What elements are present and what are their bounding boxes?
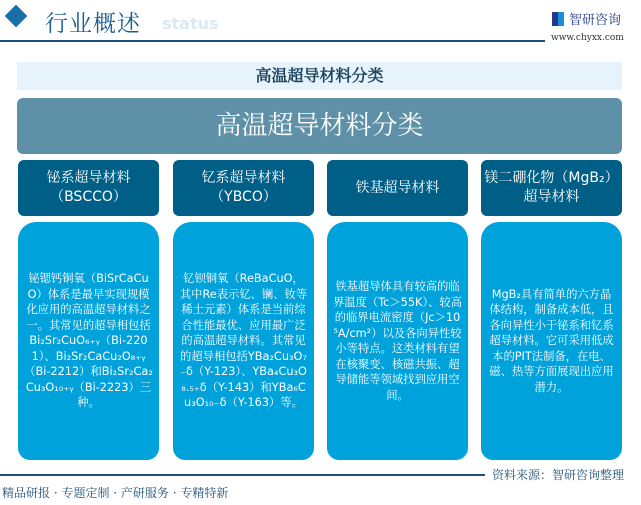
header-divider — [0, 40, 545, 42]
logo-icon — [552, 12, 564, 26]
category-ybco: 钇系超导材料 （YBCO） — [173, 160, 314, 216]
card-text: 铁基超导体具有较高的临界温度（Tc＞55K）、较高的临界电流密度（Jc＞10⁵A/cm²）以及各向异性较小等特点。这类材料有望在核聚变、核磁共振、超导储能等领域找到应用空间。 — [333, 280, 462, 402]
page-title: 行业概述 — [45, 11, 141, 37]
logo-name: 智研咨询 — [569, 13, 622, 28]
card-text: 铋锶钙铜氧（BiSrCaCuO）体系是最早实现规模化应用的高温超导材料之一。其常见的超导相包括Bi₂Sr₂CuO₆₊ᵧ（Bi-2201）、Bi₂Sr₂CaCu₂O₈₊ᵧ（Bi-2212）和Bi₂Sr₂Ca₂Cu₃O₁₀₊ᵧ（Bi-2223）三种。 — [24, 272, 153, 410]
category-bscco: 铋系超导材料 （BSCCO） — [18, 160, 159, 216]
footer-divider — [0, 474, 485, 476]
main-category-box: 高温超导材料分类 — [17, 98, 622, 154]
header-watermark: status — [162, 14, 219, 33]
card-iron-based — [327, 222, 468, 460]
diamond-icon — [5, 5, 28, 28]
card-ybco — [173, 222, 314, 460]
logo-url: www.chyxx.com — [551, 33, 624, 43]
category-iron-based: 铁基超导材料 — [327, 160, 468, 216]
card-bscco — [18, 222, 159, 460]
section-title: 高温超导材料分类 — [17, 62, 622, 90]
card-text: MgB₂具有简单的六方晶体结构，制备成本低，且各向异性小于铋系和钇系超导材料。它可采用低成本的PIT法制备，在电、磁、热等方面展现出应用潜力。 — [489, 287, 614, 394]
logo — [552, 9, 621, 28]
card-text: 钇钡铜氧（ReBaCuO，其中Re表示钇、镧、钕等稀土元素）体系是当前综合性能最优、应用最广泛的高温超导材料。其常见的超导相包括YBa₂Cu₃O₇₋δ（Y-123）、YBa₄Cu₃O₈.₅₊δ（Y-143）和YBa₆Cu₃O₁₀₋δ（Y-163）等。 — [179, 272, 308, 410]
footer-slogan: 精品研报 · 专题定制 · 产研服务 · 专精特新 — [2, 486, 229, 500]
category-mgb2: 镁二硼化物（MgB₂） 超导材料 — [481, 160, 622, 216]
card-mgb2 — [481, 222, 622, 460]
source-note: 资料来源：智研咨询整理 — [492, 468, 625, 482]
